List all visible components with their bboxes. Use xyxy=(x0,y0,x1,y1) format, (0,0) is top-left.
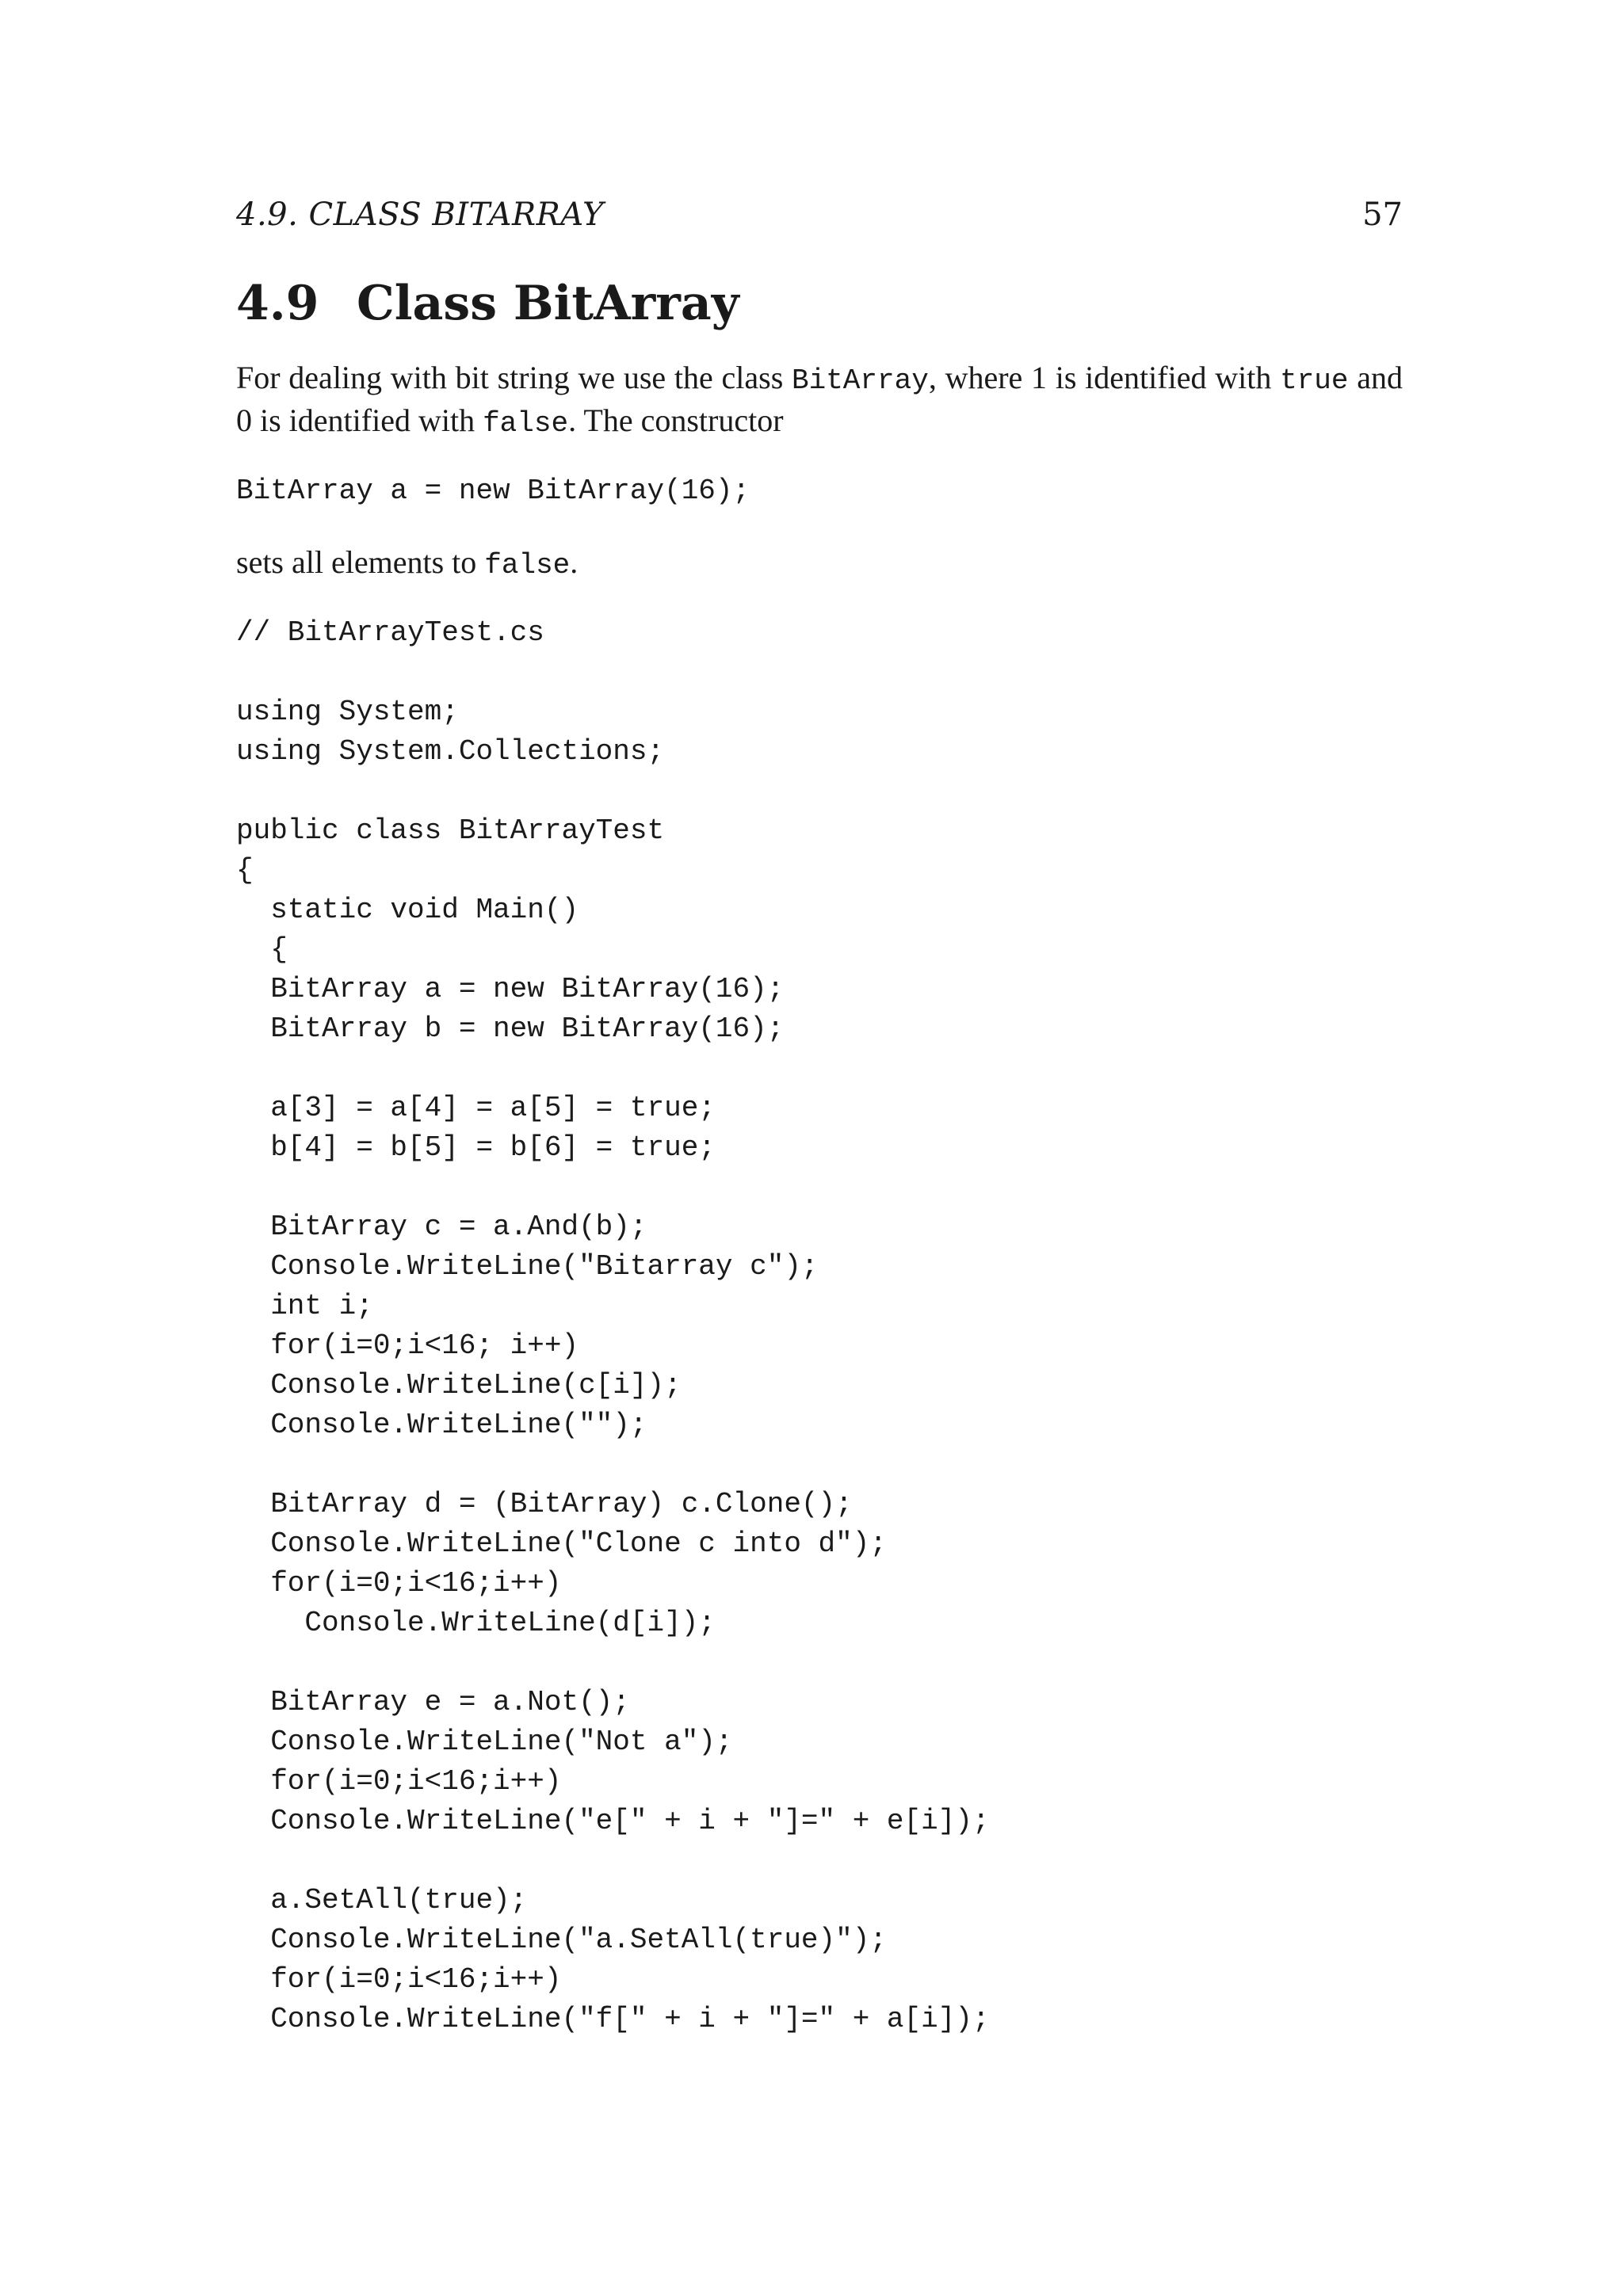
page-number: 57 xyxy=(1362,196,1403,233)
code-line xyxy=(236,1643,1403,1683)
intro-paragraph xyxy=(236,358,1403,444)
intro-text: and 0 is identified with xyxy=(236,360,1403,438)
code-line: BitArray c = a.And(b); xyxy=(236,1211,647,1243)
section-title: Class BitArray xyxy=(357,276,739,331)
code-line: BitArray b = new BitArray(16); xyxy=(236,1013,785,1045)
code-line: BitArray e = a.Not(); xyxy=(236,1686,630,1718)
code-line: b[4] = b[5] = b[6] = true; xyxy=(236,1131,716,1164)
code-line: int i; xyxy=(236,1290,373,1322)
code-listing xyxy=(236,613,1403,2039)
inline-code-true: true xyxy=(1280,364,1349,397)
code-line: { xyxy=(236,854,254,887)
code-line xyxy=(236,772,1403,811)
code-line: Console.WriteLine("f[" + i + "]=" + a[i]); xyxy=(236,2003,990,2035)
running-head xyxy=(236,196,1403,244)
code-line: for(i=0;i<16;i++) xyxy=(236,1765,562,1798)
code-line: for(i=0;i<16; i++) xyxy=(236,1329,579,1362)
code-line: Console.WriteLine("Clone c into d"); xyxy=(236,1527,887,1560)
code-line: using System.Collections; xyxy=(236,735,665,768)
code-line: // BitArrayTest.cs xyxy=(236,616,544,649)
code-line: Console.WriteLine(d[i]); xyxy=(236,1607,716,1639)
code-line: Console.WriteLine("Not a"); xyxy=(236,1726,733,1758)
note-text: . xyxy=(570,544,579,580)
code-line: for(i=0;i<16;i++) xyxy=(236,1963,562,1996)
inline-code-bitarray: BitArray xyxy=(792,364,929,397)
code-line: BitArray d = (BitArray) c.Clone(); xyxy=(236,1488,853,1520)
code-line: Console.WriteLine("e[" + i + "]=" + e[i]); xyxy=(236,1805,990,1837)
code-line xyxy=(236,653,1403,692)
note-text: sets all elements to xyxy=(236,544,485,580)
intro-text: For dealing with bit string we use the class xyxy=(236,360,792,395)
code-line: Console.WriteLine("Bitarray c"); xyxy=(236,1250,819,1283)
code-line: a.SetAll(true); xyxy=(236,1884,528,1917)
code-line xyxy=(236,1445,1403,1485)
section-number: 4.9 xyxy=(236,276,319,331)
code-line: Console.WriteLine("a.SetAll(true)"); xyxy=(236,1924,887,1956)
intro-text: , where 1 is identified with xyxy=(928,360,1281,395)
running-head-title: 4.9. CLASS BITARRAY xyxy=(236,196,604,233)
code-line: { xyxy=(236,933,288,966)
code-line: using System; xyxy=(236,696,459,728)
inline-code-false: false xyxy=(483,407,569,440)
code-line: a[3] = a[4] = a[5] = true; xyxy=(236,1092,716,1124)
constructor-note xyxy=(236,543,1403,585)
document-page xyxy=(236,0,1403,2296)
code-line xyxy=(236,1049,1403,1089)
code-line: BitArray a = new BitArray(16); xyxy=(236,973,785,1005)
code-line: for(i=0;i<16;i++) xyxy=(236,1567,562,1600)
code-line: Console.WriteLine(c[i]); xyxy=(236,1369,682,1402)
code-line xyxy=(236,1168,1403,1207)
constructor-code: BitArray a = new BitArray(16); xyxy=(236,475,750,507)
code-line: static void Main() xyxy=(236,894,579,926)
code-line: Console.WriteLine(""); xyxy=(236,1409,647,1441)
intro-text: . The constructor xyxy=(568,402,784,438)
code-line: public class BitArrayTest xyxy=(236,814,665,847)
section-heading xyxy=(236,268,739,339)
code-line xyxy=(236,1841,1403,1881)
inline-code-false: false xyxy=(484,549,571,582)
